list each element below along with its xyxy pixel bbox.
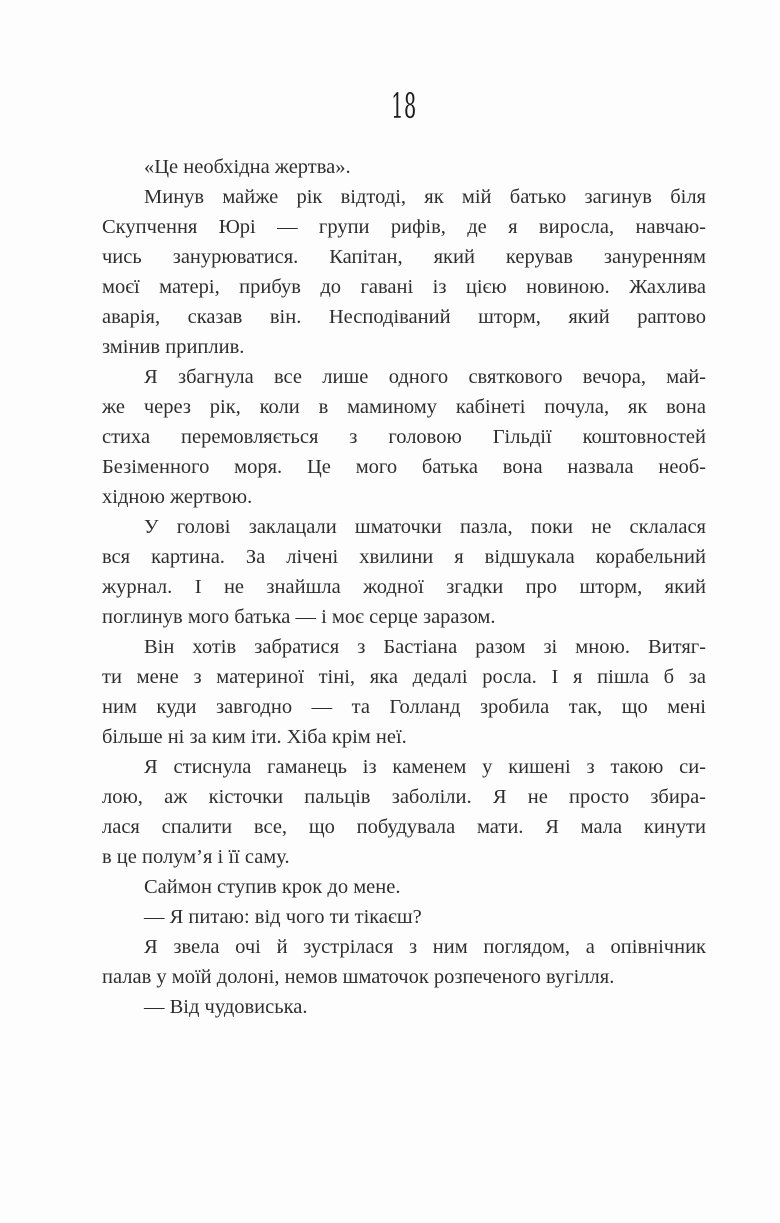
- text-line: Саймон ступив крок до мене.: [144, 876, 401, 898]
- text-line: моєї матері, прибув до гавані із цією новиною. Жахлива: [102, 276, 706, 298]
- text-line: лася спалити все, що побудувала мати. Я мала кинути: [102, 816, 706, 838]
- page-number: 18: [391, 86, 417, 127]
- text-line: більше ні за ким іти. Хіба крім неї.: [102, 726, 407, 748]
- text-line: поглинув мого батька — і моє серце заразом.: [102, 606, 496, 628]
- text-line: вся картина. За лічені хвилини я відшукала корабельний: [102, 546, 706, 568]
- text-line: «Це необхідна жертва».: [144, 156, 351, 178]
- text-line: — Я питаю: від чого ти тікаєш?: [144, 906, 422, 928]
- text-line: Минув майже рік відтоді, як мій батько загинув біля: [144, 186, 706, 208]
- text-line: стиха перемовляється з головою Гільдії коштовностей: [102, 426, 706, 448]
- text-line: лою, аж кісточки пальців заболіли. Я не просто збира-: [102, 786, 706, 808]
- text-line: палав у моїй долоні, немов шматочок розпеченого вугілля.: [102, 966, 615, 988]
- text-line: чись занурюватися. Капітан, який керував зануренням: [102, 246, 706, 268]
- text-line: хідною жертвою.: [102, 486, 253, 508]
- text-line: У голові заклацали шматочки пазла, поки не склалася: [144, 516, 706, 538]
- text-line: — Від чудовиська.: [144, 996, 308, 1018]
- text-line: Я стиснула гаманець із каменем у кишені з такою си-: [144, 756, 706, 778]
- text-line: Він хотів забратися з Бастіана разом зі мною. Витяг-: [144, 636, 706, 658]
- text-line: ти мене з материної тіні, яка дедалі росла. І я пішла б за: [102, 666, 706, 688]
- text-line: ним куди завгодно — та Голланд зробила так, що мені: [102, 696, 706, 718]
- text-line: Безіменного моря. Це мого батька вона назвала необ-: [102, 456, 706, 478]
- text-line: Я збагнула все лише одного святкового вечора, май-: [144, 366, 706, 388]
- text-line: Скупчення Юрі — групи рифів, де я виросла, навчаю-: [102, 216, 706, 238]
- page-text: [102, 152, 706, 1022]
- text-line: Я звела очі й зустрілася з ним поглядом, а опівнічник: [144, 936, 706, 958]
- text-line: же через рік, коли в маминому кабінеті почула, як вона: [102, 396, 706, 418]
- text-line: аварія, сказав він. Несподіваний шторм, який раптово: [102, 306, 706, 328]
- text-line: журнал. І не знайшла жодної згадки про шторм, який: [102, 576, 706, 598]
- text-line: в це полум’я і її саму.: [102, 846, 290, 868]
- text-line: змінив приплив.: [102, 336, 245, 358]
